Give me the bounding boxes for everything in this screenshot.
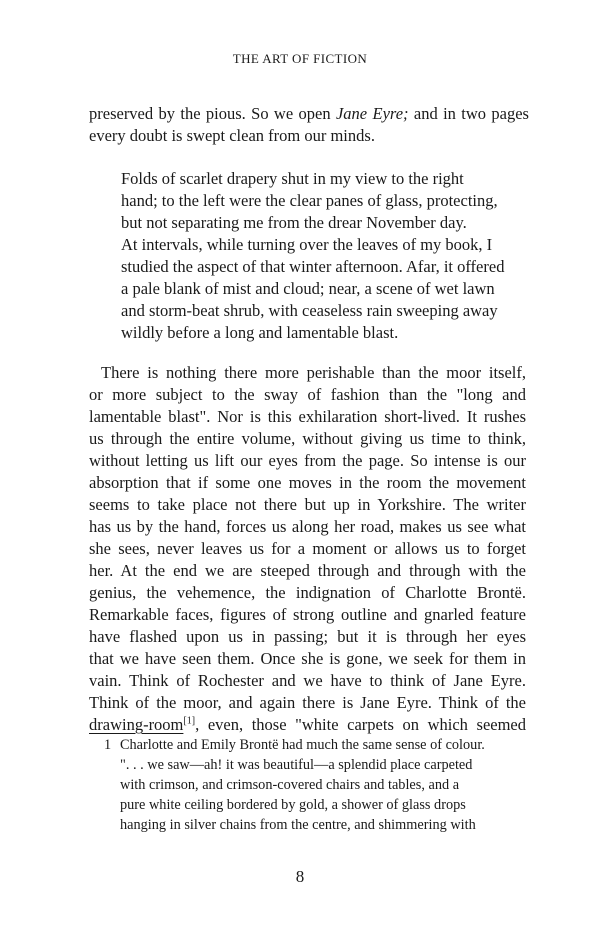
body-line-last <box>89 714 526 736</box>
intro-line-2: every doubt is swept clean from our minds. <box>89 126 375 145</box>
footnote-number: 1 <box>104 737 112 753</box>
quote-line: At intervals, while turning over the leaves of my book, I <box>121 235 493 254</box>
body-line: has us by the hand, forces us along her road, makes us see what <box>89 517 526 536</box>
quote-line: but not separating me from the drear November day. <box>121 213 467 232</box>
body-line: genius, the vehemence, the indignation of Charlotte Brontë. <box>89 583 526 602</box>
quote-line: and storm-beat shrub, with ceaseless rain sweeping away <box>121 301 498 320</box>
body-line: lamentable blast". Nor is this exhilaration short-lived. It rushes <box>89 407 526 426</box>
intro-line-1-post: and in two pages <box>408 104 529 123</box>
page-number: 8 <box>295 867 305 886</box>
book-title-jane-eyre: Jane Eyre; <box>335 104 409 123</box>
running-header: THE ART OF FICTION <box>232 51 368 66</box>
footnote-ref[interactable]: [1] <box>183 715 196 727</box>
footnote-line: Charlotte and Emily Brontë had much the same sense of colour. <box>120 737 485 753</box>
quote-line: hand; to the left were the clear panes of glass, protecting, <box>121 191 498 210</box>
block-quote <box>121 168 521 344</box>
body-line: Remarkable faces, figures of strong outline and gnarled feature <box>89 605 526 624</box>
quote-line: studied the aspect of that winter afternoon. Afar, it offered <box>121 257 505 276</box>
drawing-room-link[interactable]: drawing-room <box>89 715 184 734</box>
body-line-last-rest: , even, those "white carpets on which seemed <box>195 715 526 734</box>
footnote-line: pure white ceiling bordered by gold, a shower of glass drops <box>120 797 466 813</box>
footnote-body <box>104 735 534 835</box>
footnote <box>104 735 534 835</box>
body-line: us through the entire volume, without giving us time to think, <box>89 429 526 448</box>
body-line: without letting us lift our eyes from the page. So intense is our <box>89 451 526 470</box>
footnote-line: ". . . we saw—ah! it was beautiful—a splendid place carpeted <box>120 757 473 773</box>
body-line: her. At the end we are steeped through and through with the <box>89 561 526 580</box>
body-line: Think of the moor, and again there is Jane Eyre. Think of the <box>89 693 526 712</box>
body-line: that we have seen them. Once she is gone, we seek for them in <box>89 649 526 668</box>
intro-line-1-pre: preserved by the pious. So we open <box>89 104 336 123</box>
quote-line: a pale blank of mist and cloud; near, a scene of wet lawn <box>121 279 495 298</box>
body-line: absorption that if some one moves in the room the movement <box>89 473 526 492</box>
footnote-line: hanging in silver chains from the centre, and shimmering with <box>120 817 476 833</box>
intro-paragraph <box>89 103 529 147</box>
body-line: she sees, never leaves us for a moment or allows us to forget <box>89 539 526 558</box>
quote-line: Folds of scarlet drapery shut in my view to the right <box>121 169 464 188</box>
body-line: There is nothing there more perishable than the moor itself, <box>101 363 526 382</box>
footnote-line: with crimson, and crimson-covered chairs and tables, and a <box>120 777 460 793</box>
main-paragraph <box>89 362 526 736</box>
body-line: seems to take place not there but up in Yorkshire. The writer <box>89 495 526 514</box>
body-line: or more subject to the sway of fashion than the "long and <box>89 385 526 404</box>
intro-line-1 <box>89 103 529 125</box>
body-line: have flashed upon us in passing; but it is through her eyes <box>89 627 526 646</box>
quote-line: wildly before a long and lamentable blast. <box>121 323 399 342</box>
body-line: vain. Think of Rochester and we have to think of Jane Eyre. <box>89 671 526 690</box>
